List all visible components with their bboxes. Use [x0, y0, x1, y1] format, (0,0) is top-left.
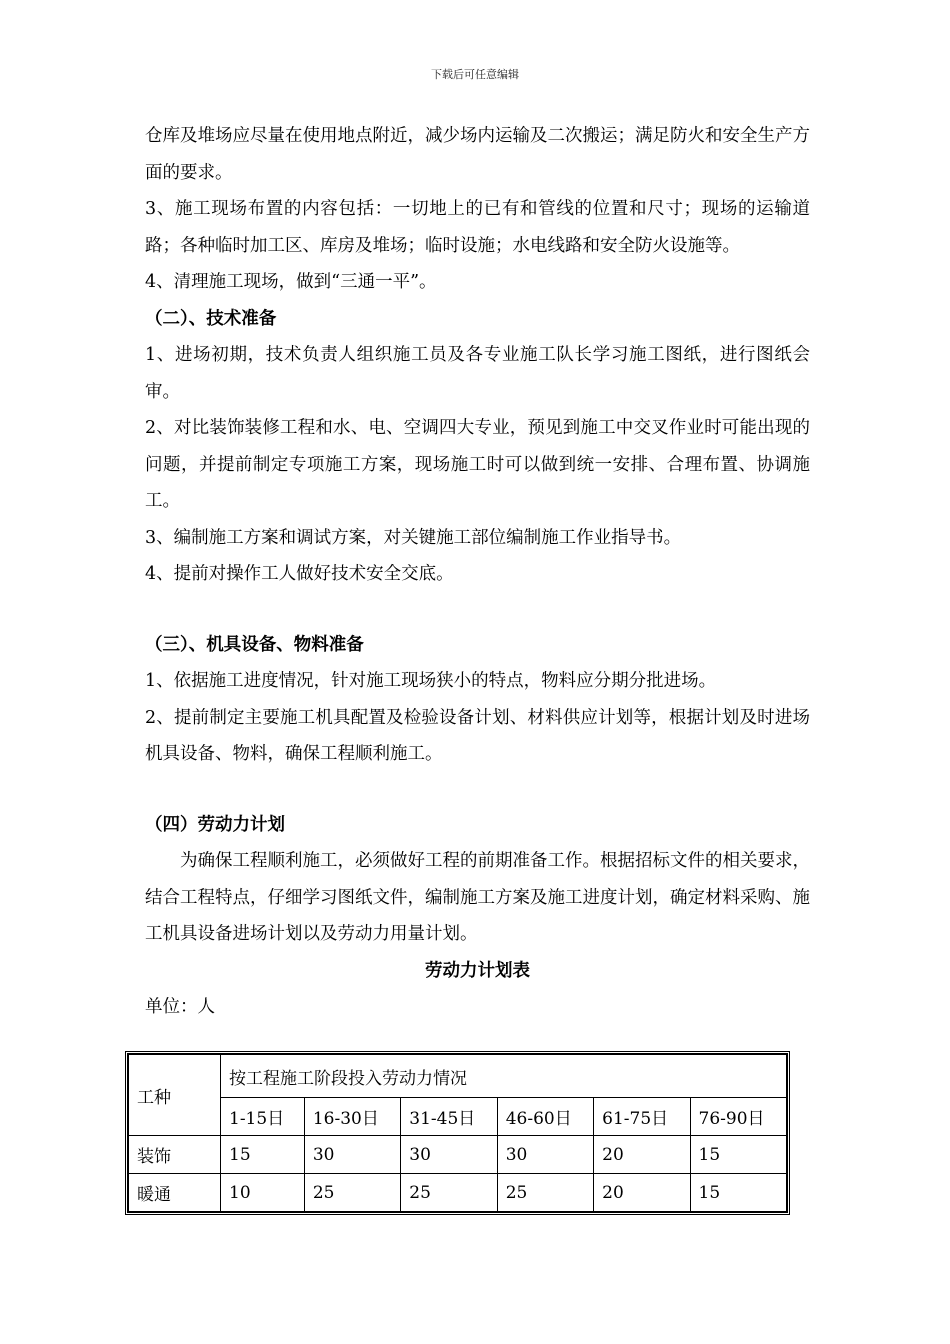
- blank-line: [145, 593, 810, 627]
- trade-header-cell: 工种: [129, 1055, 221, 1136]
- group-header-cell: 按工程施工阶段投入劳动力情况: [221, 1055, 787, 1098]
- paragraph: 4、清理施工现场，做到“三通一平”。: [145, 272, 437, 292]
- paragraph: 2、对比装饰装修工程和水、电、空调四大专业，预见到施工中交叉作业时可能出现的问题，并提前制定专项施工方案，现场施工时可以做到统一安排、合理布置、协调施工。: [145, 418, 810, 511]
- section-heading: （三）、机具设备、物料准备: [145, 634, 364, 655]
- labor-table: [128, 1054, 787, 1212]
- document-body: [145, 118, 810, 1026]
- period-header-cell: 16-30日: [304, 1098, 400, 1136]
- paragraph: 仓库及堆场应尽量在使用地点附近，减少场内运输及二次搬运；满足防火和安全生产方面的要求。: [145, 126, 810, 183]
- value-cell: 15: [690, 1174, 786, 1212]
- value-cell: 25: [401, 1174, 497, 1212]
- paragraph: 4、提前对操作工人做好技术安全交底。: [145, 564, 454, 584]
- period-header-cell: 76-90日: [690, 1098, 786, 1136]
- period-header-cell: 46-60日: [497, 1098, 593, 1136]
- period-header-row: [129, 1098, 787, 1136]
- paragraph: 3、施工现场布置的内容包括：一切地上的已有和管线的位置和尺寸；现场的运输道路；各种临时加工区、库房及堆场；临时设施；水电线路和安全防火设施等。: [145, 199, 810, 256]
- page-header: 下载后可任意编辑: [431, 68, 519, 81]
- value-cell: 10: [221, 1174, 305, 1212]
- section-heading: （二）、技术准备: [145, 308, 277, 329]
- paragraph: 为确保工程顺利施工，必须做好工程的前期准备工作。根据招标文件的相关要求，结合工程特点，仔细学习图纸文件，编制施工方案及施工进度计划，确定材料采购、施工机具设备进场计划以及劳动力用量计划。: [145, 851, 810, 944]
- trade-cell: 暖通: [129, 1174, 221, 1212]
- value-cell: 30: [401, 1136, 497, 1174]
- blank-line: [145, 773, 810, 807]
- period-header-cell: 1-15日: [221, 1098, 305, 1136]
- value-cell: 30: [497, 1136, 593, 1174]
- value-cell: 15: [690, 1136, 786, 1174]
- period-header-cell: 61-75日: [594, 1098, 690, 1136]
- value-cell: 25: [304, 1174, 400, 1212]
- paragraph: 1、依据施工进度情况，针对施工现场狭小的特点，物料应分期分批进场。: [145, 671, 717, 691]
- value-cell: 15: [221, 1136, 305, 1174]
- table-title: 劳动力计划表: [425, 960, 530, 981]
- value-cell: 20: [594, 1174, 690, 1212]
- section-heading: （四）劳动力计划: [145, 814, 285, 835]
- paragraph: 3、编制施工方案和调试方案，对关键施工部位编制施工作业指导书。: [145, 527, 682, 548]
- table-header-row: [129, 1055, 787, 1098]
- value-cell: 25: [497, 1174, 593, 1212]
- value-cell: 30: [304, 1136, 400, 1174]
- labor-plan-table: [125, 1051, 790, 1215]
- table-row: [129, 1136, 787, 1174]
- table-row: [129, 1174, 787, 1212]
- period-header-cell: 31-45日: [401, 1098, 497, 1136]
- paragraph: 2、提前制定主要施工机具配置及检验设备计划、材料供应计划等，根据计划及时进场机具设备、物料，确保工程顺利施工。: [145, 707, 810, 764]
- paragraph: 1、进场初期，技术负责人组织施工员及各专业施工队长学习施工图纸，进行图纸会审。: [145, 345, 810, 402]
- table-unit: 单位：人: [145, 997, 215, 1017]
- trade-cell: 装饰: [129, 1136, 221, 1174]
- value-cell: 20: [594, 1136, 690, 1174]
